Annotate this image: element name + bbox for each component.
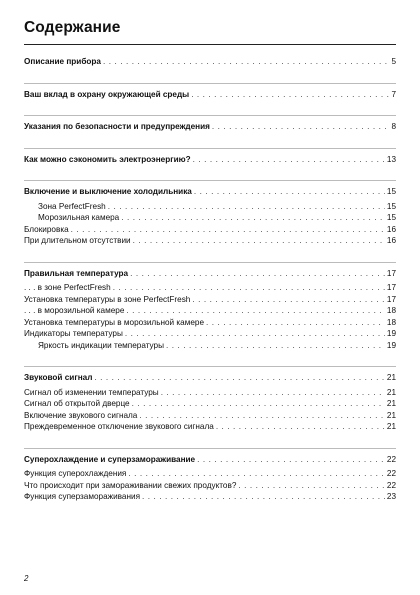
table-of-contents bbox=[24, 56, 396, 518]
toc-dot-leader bbox=[128, 468, 385, 480]
toc-page-number: 18 bbox=[386, 317, 396, 327]
toc-section bbox=[24, 366, 396, 433]
toc-entry[interactable] bbox=[24, 421, 396, 433]
toc-entry-title: Правильная температура bbox=[24, 268, 129, 278]
toc-page-number: 18 bbox=[386, 306, 396, 315]
toc-page-number: 21 bbox=[386, 373, 396, 382]
toc-entry[interactable] bbox=[24, 294, 396, 306]
toc-entry[interactable] bbox=[24, 410, 396, 422]
toc-dot-leader bbox=[132, 398, 385, 410]
toc-entry-title: Сигнал об открытой дверце bbox=[24, 399, 130, 408]
toc-entry-title: Описание прибора bbox=[24, 57, 101, 66]
toc-entry[interactable] bbox=[24, 212, 396, 224]
toc-entry[interactable] bbox=[24, 328, 396, 340]
toc-heading-entry[interactable] bbox=[24, 186, 396, 198]
toc-page-number: 16 bbox=[386, 236, 396, 245]
toc-entry[interactable] bbox=[24, 340, 396, 352]
toc-page-number: 17 bbox=[386, 294, 396, 304]
toc-heading-entry[interactable] bbox=[24, 268, 396, 280]
toc-entry-title: Функция суперзамораживания bbox=[24, 492, 141, 501]
toc-entry-title: Указания по безопасности и предупреждения bbox=[24, 122, 210, 131]
toc-page-number: 22 bbox=[386, 480, 396, 490]
toc-entry-title: Установка температуры в морозильной камере bbox=[24, 317, 205, 327]
toc-page-number: 19 bbox=[386, 329, 396, 338]
toc-dot-leader bbox=[113, 282, 385, 294]
page-title: Содержание bbox=[24, 19, 121, 36]
toc-dot-leader bbox=[103, 56, 389, 68]
toc-entry[interactable] bbox=[24, 201, 396, 213]
toc-page-number: 16 bbox=[386, 224, 396, 234]
toc-dot-leader bbox=[206, 317, 385, 329]
title-divider bbox=[24, 44, 396, 45]
toc-dot-leader bbox=[193, 154, 385, 166]
toc-dot-leader bbox=[161, 387, 385, 399]
toc-entry-title: Яркость индикации температуры bbox=[38, 340, 164, 350]
toc-section bbox=[24, 83, 396, 101]
toc-heading-entry[interactable] bbox=[24, 56, 396, 68]
toc-entry[interactable] bbox=[24, 468, 396, 480]
toc-entry-title: Суперохлаждение и суперзамораживание bbox=[24, 454, 196, 464]
toc-dot-leader bbox=[191, 89, 389, 101]
toc-dot-leader bbox=[126, 305, 385, 317]
toc-dot-leader bbox=[238, 480, 385, 492]
toc-dot-leader bbox=[125, 328, 385, 340]
toc-dot-leader bbox=[121, 212, 385, 224]
toc-page-number: 23 bbox=[386, 492, 396, 501]
toc-entry[interactable] bbox=[24, 305, 396, 317]
toc-section bbox=[24, 262, 396, 352]
toc-entry[interactable] bbox=[24, 387, 396, 399]
toc-section bbox=[24, 115, 396, 133]
toc-dot-leader bbox=[71, 224, 385, 236]
toc-entry[interactable] bbox=[24, 235, 396, 247]
toc-entry-title: Сигнал об изменении температуры bbox=[24, 387, 159, 397]
toc-heading-entry[interactable] bbox=[24, 121, 396, 133]
toc-entry-title: Функция суперохлаждения bbox=[24, 469, 127, 478]
toc-section bbox=[24, 56, 396, 68]
toc-entry[interactable] bbox=[24, 491, 396, 503]
toc-entry-title: Как можно сэкономить электроэнергию? bbox=[24, 154, 191, 164]
toc-entry-title: Включение звукового сигнала bbox=[24, 410, 138, 420]
toc-heading-entry[interactable] bbox=[24, 154, 396, 166]
toc-entry-title: Блокировка bbox=[24, 224, 69, 234]
toc-entry-title: Зона PerfectFresh bbox=[38, 201, 106, 211]
toc-page-number: 15 bbox=[386, 187, 396, 196]
toc-entry-title: При длительном отсутствии bbox=[24, 236, 131, 245]
toc-page-number: 17 bbox=[386, 283, 396, 292]
toc-dot-leader bbox=[94, 372, 384, 384]
toc-page-number: 21 bbox=[386, 410, 396, 420]
toc-entry-title: Звуковой сигнал bbox=[24, 373, 93, 382]
toc-heading-entry[interactable] bbox=[24, 372, 396, 384]
toc-entry-title: Морозильная камера bbox=[38, 213, 120, 222]
toc-entry[interactable] bbox=[24, 317, 396, 329]
toc-page-number: 17 bbox=[386, 268, 396, 278]
toc-page-number: 13 bbox=[386, 154, 396, 164]
toc-entry[interactable] bbox=[24, 398, 396, 410]
toc-dot-leader bbox=[133, 235, 385, 247]
toc-dot-leader bbox=[194, 186, 385, 198]
toc-page-number: 8 bbox=[391, 122, 396, 131]
toc-page-number: 5 bbox=[391, 57, 396, 66]
toc-heading-entry[interactable] bbox=[24, 89, 396, 101]
toc-page-number: 19 bbox=[386, 340, 396, 350]
toc-entry-title: Установка температуры в зоне PerfectFresh bbox=[24, 294, 191, 304]
toc-entry-title: Преждевременное отключение звукового сигнала bbox=[24, 422, 214, 431]
toc-dot-leader bbox=[192, 294, 385, 306]
toc-page-number: 21 bbox=[386, 422, 396, 431]
toc-page-number: 22 bbox=[386, 469, 396, 478]
toc-entry-title: Ваш вклад в охрану окружающей среды bbox=[24, 89, 190, 99]
toc-dot-leader bbox=[197, 454, 385, 466]
toc-dot-leader bbox=[130, 268, 385, 280]
toc-entry-title: . . . в морозильной камере bbox=[24, 306, 125, 315]
toc-page-number: 15 bbox=[386, 201, 396, 211]
toc-entry[interactable] bbox=[24, 282, 396, 294]
toc-entry-title: . . . в зоне PerfectFresh bbox=[24, 283, 111, 292]
toc-page-number: 15 bbox=[386, 213, 396, 222]
toc-heading-entry[interactable] bbox=[24, 454, 396, 466]
toc-section bbox=[24, 180, 396, 247]
toc-page-number: 7 bbox=[391, 89, 396, 99]
toc-dot-leader bbox=[216, 421, 385, 433]
toc-page-number: 21 bbox=[386, 387, 396, 397]
toc-page-number: 22 bbox=[386, 454, 396, 464]
toc-entry-title: Индикаторы температуры bbox=[24, 329, 123, 338]
page-number: 2 bbox=[24, 574, 29, 583]
toc-dot-leader bbox=[108, 201, 385, 213]
toc-page-number: 21 bbox=[386, 399, 396, 408]
toc-section bbox=[24, 148, 396, 166]
toc-dot-leader bbox=[212, 121, 390, 133]
toc-entry[interactable] bbox=[24, 224, 396, 236]
toc-dot-leader bbox=[166, 340, 385, 352]
toc-entry-title: Включение и выключение холодильника bbox=[24, 187, 192, 196]
toc-entry-title: Что происходит при замораживании свежих продуктов? bbox=[24, 480, 237, 490]
toc-entry[interactable] bbox=[24, 480, 396, 492]
toc-section bbox=[24, 448, 396, 503]
toc-dot-leader bbox=[142, 491, 385, 503]
toc-dot-leader bbox=[139, 410, 385, 422]
